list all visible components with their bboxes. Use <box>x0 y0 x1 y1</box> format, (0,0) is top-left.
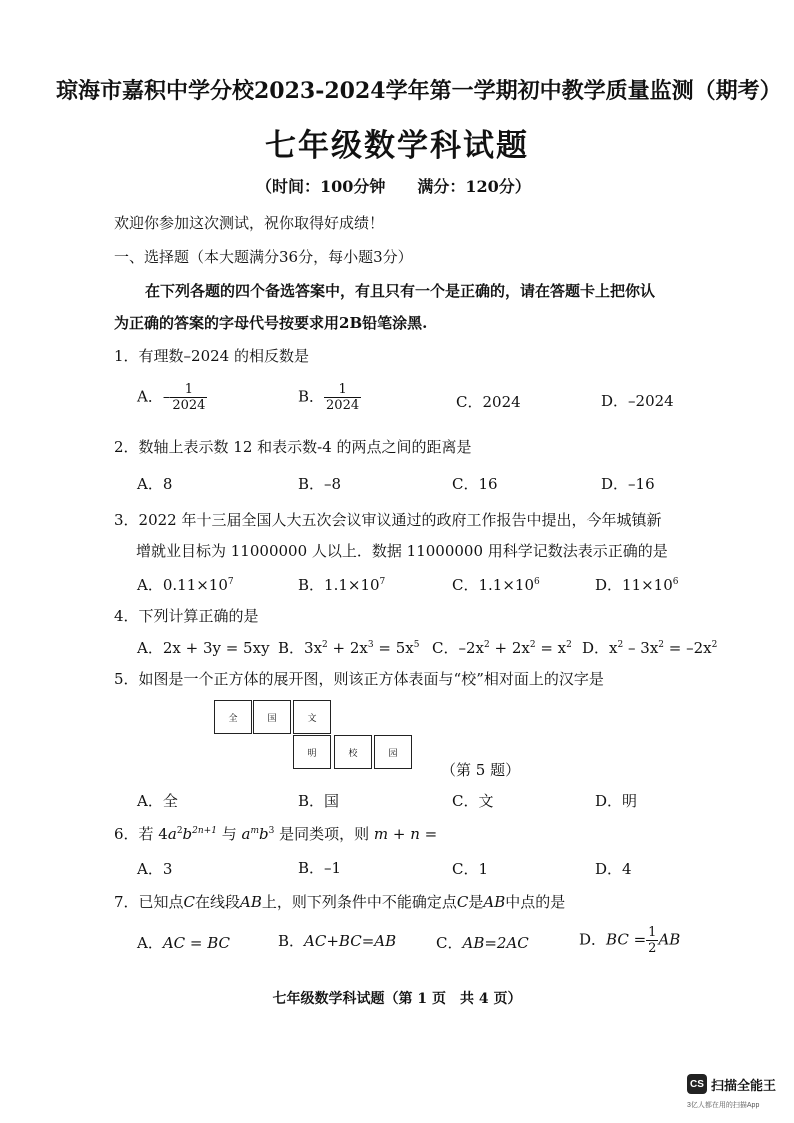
question-4-stem: 4．下列计算正确的是 <box>114 607 259 625</box>
question-3-option-b: B．$1.1\times 10^7$ <box>298 576 386 594</box>
net-cell-5: 校 <box>334 735 372 769</box>
section-heading: 一、选择题（本大题满分36分，每小题3分） <box>114 248 413 266</box>
net-cell-4: 明 <box>293 735 331 769</box>
exam-title: 七年级数学科试题 <box>265 128 529 164</box>
net-cell-1: 全 <box>214 700 252 734</box>
question-3-stem-line-1: 3．2022 年十三届全国人大五次会议审议通过的政府工作报告中提出，今年城镇新 <box>114 511 662 529</box>
question-1-option-d: D．–2024 <box>601 392 674 410</box>
exam-header-line: 琼海市嘉积中学分校2023-2024学年第一学期初中教学质量监测（期考） <box>56 78 782 104</box>
question-4-option-a: A．2x + 3y = 5xy <box>137 639 270 657</box>
welcome-text: 欢迎你参加这次测试，祝你取得好成绩！ <box>114 214 385 232</box>
question-7-option-d: D．BC = $\frac{1}{2}$ AB <box>579 925 681 956</box>
question-2-stem: 2．数轴上表示数 12 和表示数-4 的两点之间的距离是 <box>114 438 472 456</box>
question-2-option-a: A．8 <box>137 475 173 493</box>
question-1-stem: 1．有理数–2024 的相反数是 <box>114 347 309 365</box>
scanner-app-tagline: 3亿人都在用的扫描App <box>687 1102 760 1109</box>
question-4-option-d: D．$x^2 - 3x^2 = -2x^2$ <box>582 639 718 657</box>
question-4-option-c: C．$-2x^2 + 2x^2 = x^2$ <box>432 639 572 657</box>
question-5-option-b: B．国 <box>298 792 340 810</box>
question-6-option-b: B．–1 <box>298 859 342 877</box>
question-2-option-d: D．–16 <box>601 475 655 493</box>
net-cell-6: 园 <box>374 735 412 769</box>
question-6-option-a: A．3 <box>137 860 173 878</box>
question-5-stem: 5．如图是一个正方体的展开图，则该正方体表面与“校”相对面上的汉字是 <box>114 670 604 688</box>
question-2-option-c: C．16 <box>452 475 498 493</box>
instruction-line-2: 为正确的答案的字母代号按要求用2B铅笔涂黑. <box>114 314 428 332</box>
question-7-option-a: A．AC = BC <box>137 934 231 952</box>
question-6-option-c: C．1 <box>452 860 489 878</box>
question-4-option-b: B．$3x^2 + 2x^3 = 5x^5$ <box>278 639 420 657</box>
question-1-option-b: B． $\frac{1}{2024}$ <box>298 382 360 413</box>
question-3-stem-line-2: 增就业目标为 11000000 人以上．数据 11000000 用科学记数法表示正确的是 <box>136 542 668 560</box>
net-cell-2: 国 <box>253 700 291 734</box>
camscanner-logo-icon: CS <box>687 1074 707 1094</box>
question-3-option-d: D．$11\times 10^6$ <box>595 576 679 594</box>
question-7-option-b: B．AC+BC=AB <box>278 932 397 950</box>
question-6-option-d: D．4 <box>595 860 632 878</box>
scanner-app-name: 扫描全能王 <box>711 1078 777 1093</box>
question-6-stem: 6．若 $4a^2b^{2n+1}$ 与 $a^mb^3$ 是同类项，则 m + n = <box>114 825 438 843</box>
exam-subtitle: （时间：100分钟 满分：120分） <box>256 177 531 196</box>
question-5-option-d: D．明 <box>595 792 638 810</box>
question-5-option-a: A．全 <box>137 792 178 810</box>
question-7-stem: 7．已知点C在线段AB上，则下列条件中不能确定点C是AB中点的是 <box>114 893 566 911</box>
question-3-option-c: C．$1.1\times 10^6$ <box>452 576 540 594</box>
question-7-option-c: C．AB=2AC <box>436 934 529 952</box>
question-5-option-c: C．文 <box>452 792 494 810</box>
question-2-option-b: B．–8 <box>298 475 342 493</box>
question-1-option-c: C．2024 <box>456 393 521 411</box>
figure-5-label: （第 5 题） <box>441 761 521 779</box>
question-3-option-a: A．$0.11\times 10^7$ <box>137 576 234 594</box>
instruction-line-1: 在下列各题的四个备选答案中，有且只有一个是正确的，请在答题卡上把你认 <box>145 282 656 300</box>
question-1-option-a: A．– $\frac{1}{2024}$ <box>137 382 206 413</box>
net-cell-3: 文 <box>293 700 331 734</box>
page-footer: 七年级数学科试题（第 1 页 共 4 页） <box>272 991 522 1007</box>
